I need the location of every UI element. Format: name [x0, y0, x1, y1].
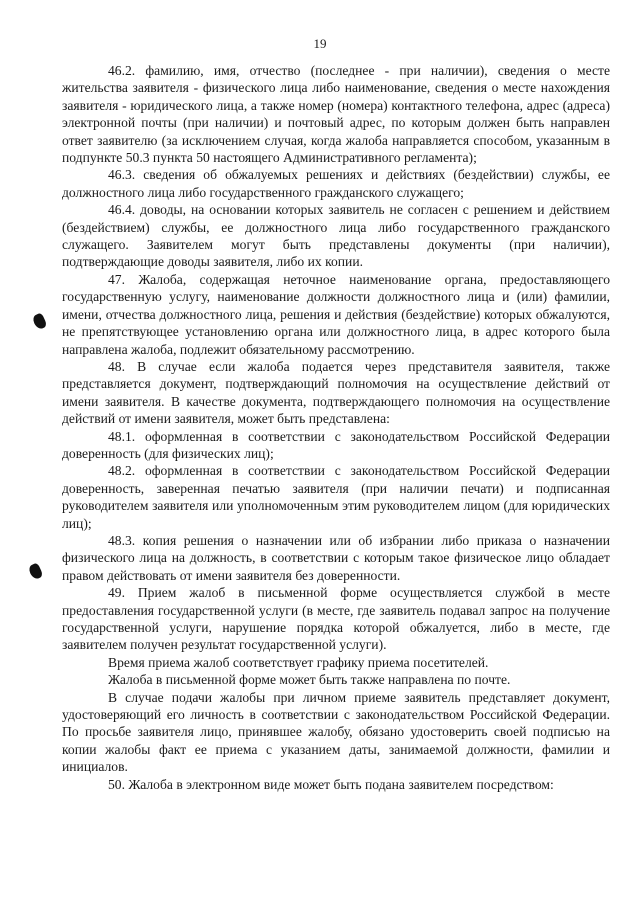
paragraph: 46.2. фамилию, имя, отчество (последнее - при наличии), сведения о месте жительства заявителя - физического лица либо наименование, сведения о месте нахождения заявителя - юридического лица, а также номер (номера) контактного телефона, адрес (адреса) электронной почты (при наличии) и почтовый адрес, по которым должен быть направлен ответ заявителю (за исключением случая, когда жалоба направляется способом, указанным в подпункте 50.3 пункта 50 настоящего Административного регламента); — [62, 63, 610, 166]
document-body — [62, 62, 610, 793]
paragraph: Время приема жалоб соответствует графику приема посетителей. — [108, 654, 489, 670]
paragraph: 49. Прием жалоб в письменной форме осуществляется службой в месте предоставления государственной услуги (в месте, где заявитель подавал запрос на получение государственной услуги, нарушение порядка которой обжалуется, либо в месте, где заявителем получен результат государственной услуги). — [62, 585, 610, 653]
paragraph: Жалоба в письменной форме может быть также направлена по почте. — [108, 672, 511, 688]
binder-hole-mark — [31, 312, 47, 330]
paragraph: 47. Жалоба, содержащая неточное наименование органа, предоставляющего государственную услугу, наименование должности должностного лица и (или) фамилии, имени, отчества должностного лица, решения и действия (бездействие) которых обжалуются, не препятствующее установлению органа или должностного лица, в адрес которого была направлена жалоба, подлежит обязательному рассмотрению. — [62, 271, 610, 357]
binder-hole-mark — [27, 562, 43, 580]
paragraph: В случае подачи жалобы при личном приеме заявитель представляет документ, удостоверяющий его личность в соответствии с законодательством Российской Федерации. По просьбе заявителя лицо, принявшее жалобу, обязано удостоверить своей подписью на копии жалобы факт ее приема с указанием даты, занимаемой должности, фамилии и инициалов. — [62, 689, 610, 775]
paragraph: 48.2. оформленная в соответствии с законодательством Российской Федерации доверенность, заверенная печатью заявителя (при наличии печати) и подписанная руководителем заявителя или уполномоченным этим руководителем лицом (для юридических лиц); — [62, 463, 610, 531]
paragraph: 50. Жалоба в электронном виде может быть подана заявителем посредством: — [108, 776, 554, 792]
paragraph: 48.1. оформленная в соответствии с законодательством Российской Федерации доверенность (для физических лиц); — [62, 428, 610, 461]
paragraph: 48.3. копия решения о назначении или об избрании либо приказа о назначении физического лица на должность, в соответствии с которым такое физическое лицо обладает правом действовать от имени заявителя без доверенности. — [62, 532, 610, 583]
page-number: 19 — [313, 36, 327, 51]
paragraph: 46.4. доводы, на основании которых заявитель не согласен с решением и действием (бездействием) службы, ее должностного лица либо государственного гражданского служащего. Заявителем могут быть представлены документы (при наличии), подтверждающие доводы заявителя, либо их копии. — [62, 202, 610, 270]
paragraph: 46.3. сведения об обжалуемых решениях и действиях (бездействии) службы, ее должностного лица либо государственного гражданского служащего; — [62, 167, 610, 200]
paragraph: 48. В случае если жалоба подается через представителя заявителя, также представляется документ, подтверждающий полномочия на осуществление действий от имени заявителя. В качестве документа, подтверждающего полномочия на осуществление действий от имени заявителя, может быть представлена: — [62, 358, 610, 427]
